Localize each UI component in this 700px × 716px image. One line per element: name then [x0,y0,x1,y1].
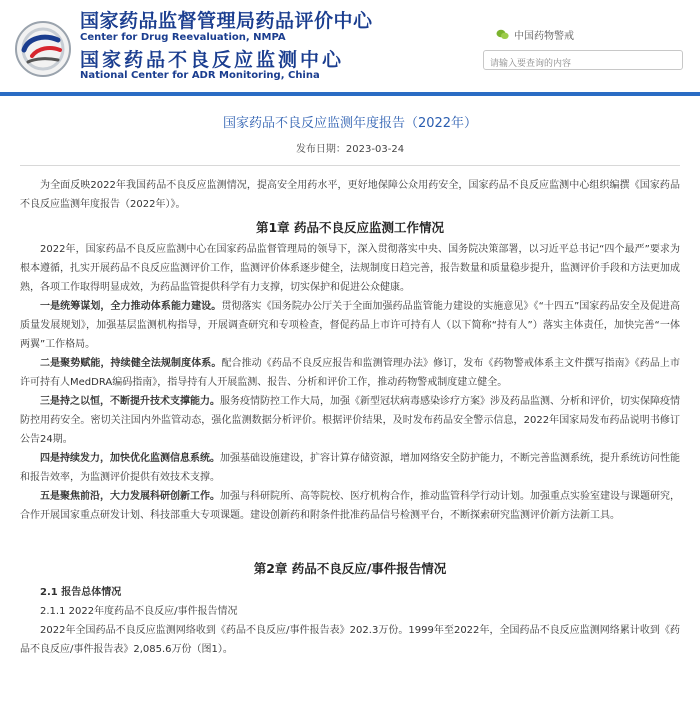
site-header [0,0,700,92]
paragraph-lead: 二是聚势赋能，持续健全法规制度体系。 [40,358,222,369]
chapter-1-paragraph-4 [20,392,680,449]
chapter-1-paragraph-1: 2022年，国家药品不良反应监测中心在国家药品监督管理局的领导下，深入贯彻落实中央、国务院决策部署，以习近平总书记“四个最严”要求为根本遵循，扎实开展药品不良反应监测评价工作，监测评价体系逐步健全，法规制度日趋完善，报告数量和质量稳步提升，监测评价手段和方法更加成熟，各项工作取得明显成效，为药品监管提供科学有力支撑，切实保护和促进公众健康。 [20,244,680,293]
article-title: 国家药品不良反应监测年度报告（2022年） [222,116,478,131]
chapter-1-paragraph-6 [20,487,680,525]
wechat-label: 中国药物警戒 [514,31,574,42]
org-name-en-primary: Center for Drug Reevaluation, NMPA [80,32,286,43]
search-box[interactable] [483,50,683,70]
chapter-1-paragraph-5 [20,449,680,487]
paragraph-body: 加强与科研院所、高等院校、医疗机构合作，推动监管科学行动计划。加强重点实验室建设与课题研究，合作开展国家重点研发计划、科技部重大专项课题。建设创新药和附条件批准药品信号检测平台，不断探索研究监测评价新方法新工具。 [20,491,680,521]
org-name-en-secondary: National Center for ADR Monitoring, China [80,70,320,81]
org-name-cn-secondary: 国家药品不良反应监测中心 [80,49,345,71]
wechat-link[interactable] [496,27,574,42]
chapter-1-paragraph-2 [20,297,680,354]
search-input[interactable] [484,55,682,73]
chapter-2-heading: 第2章 药品不良反应/事件报告情况 [253,561,447,576]
chapter-1-paragraph-3 [20,354,680,392]
section-2-1-heading: 2.1 报告总体情况 [40,587,122,598]
paragraph-lead: 五是聚焦前沿，大力发展科研创新工作。 [40,491,220,502]
paragraph-body: 贯彻落实《国务院办公厅关于全面加强药品监管能力建设的实施意见》《“十四五”国家药品安全及促进高质量发展规划》，加强基层监测机构指导，开展调查研究和专项检查，督促药品上市许可持有人（以下简称“持有人”）落实主体责任，加快完善“一体两翼”工作格局。 [20,301,680,350]
section-2-1-1-heading: 2.1.1 2022年度药品不良反应/事件报告情况 [40,606,238,617]
intro-paragraph: 为全面反映2022年我国药品不良反应监测情况，提高安全用药水平，更好地保障公众用药安全，国家药品不良反应监测中心组织编撰《国家药品不良反应监测年度报告（2022年）》。 [20,180,680,210]
chapter-2-paragraph-1: 2022年全国药品不良反应监测网络收到《药品不良反应/事件报告表》202.3万份。1999年至2022年，全国药品不良反应监测网络累计收到《药品不良反应/事件报告表》2,085.6万份（图1）。 [20,625,680,655]
paragraph-body: 加强基础设施建设，扩容计算存储资源，增加网络安全防护能力，不断完善监测系统，提升系统访问性能和报告效率，为监测评价提供有效技术支撑。 [20,453,680,483]
org-name-cn-primary: 国家药品监督管理局药品评价中心 [80,10,373,32]
article-content [0,112,700,659]
paragraph-body: 服务疫情防控工作大局，加强《新型冠状病毒感染诊疗方案》涉及药品监测、分析和评价，切实保障疫情防控用药安全。密切关注国内外监管动态，强化监测数据分析评价。根据评价结果，及时发布药品安全警示信息，2022年国家局发布药品说明书修订公告24期。 [20,396,680,445]
paragraph-lead: 四是持续发力，加快优化监测信息系统。 [40,453,220,464]
title-divider [20,165,680,166]
publish-date: 发布日期：2023-03-24 [295,144,405,155]
chapter-1-heading: 第1章 药品不良反应监测工作情况 [255,220,445,235]
paragraph-lead: 三是持之以恒，不断提升技术支撑能力。 [40,396,220,407]
paragraph-lead: 一是统筹谋划，全力推动体系能力建设。 [40,301,222,312]
header-divider-bar [0,92,700,96]
nmpa-logo-icon[interactable] [14,20,72,78]
wechat-icon [496,29,509,40]
paragraph-body: 配合推动《药品不良反应报告和监测管理办法》修订，发布《药物警戒体系主文件撰写指南》《药品上市许可持有人MedDRA编码指南》，指导持有人开展监测、报告、分析和评价工作，推动药物警戒制度建立健全。 [20,358,681,388]
